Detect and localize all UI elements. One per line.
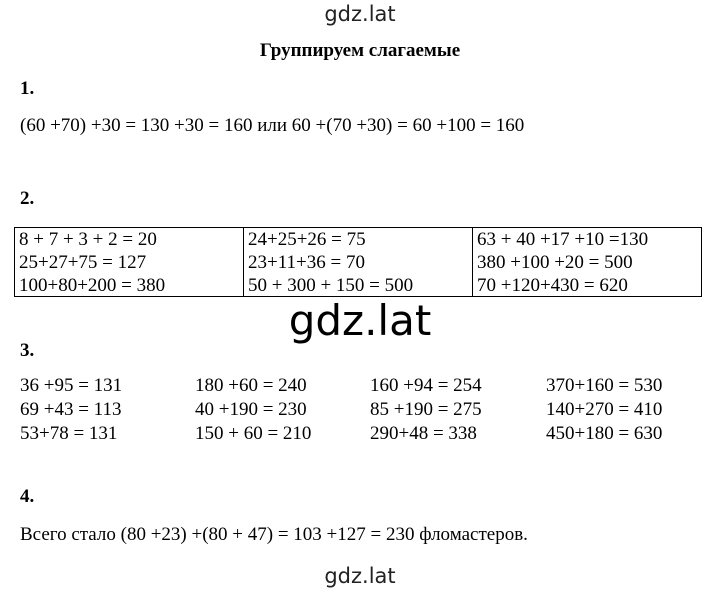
- task-3-equation: 85 +190 = 275: [370, 399, 482, 420]
- task-3-equation: 450+180 = 630: [546, 423, 663, 444]
- task-2-equation: 8 + 7 + 3 + 2 = 20: [19, 229, 157, 250]
- task-2-equation: 380 +100 +20 = 500: [477, 252, 633, 273]
- task-3-equation: 140+270 = 410: [546, 399, 663, 420]
- task-2-equation: 23+11+36 = 70: [248, 252, 365, 273]
- task-3-equation: 36 +95 = 131: [20, 375, 123, 396]
- task-2-equation: 70 +120+430 = 620: [477, 275, 628, 296]
- task-2-column: [243, 228, 472, 296]
- task-3-equation: 40 +190 = 230: [195, 399, 307, 420]
- task-2-number: 2.: [20, 188, 35, 209]
- task-3-equation: 69 +43 = 113: [20, 399, 122, 420]
- task-3-row: [20, 422, 710, 446]
- task-2-equation: 100+80+200 = 380: [19, 275, 166, 296]
- task-1-number: 1.: [20, 78, 35, 99]
- task-3-equation: 180 +60 = 240: [195, 375, 307, 396]
- task-3-equation: 160 +94 = 254: [370, 375, 482, 396]
- task-2-equation: 63 + 40 +17 +10 =130: [477, 229, 649, 250]
- task-3-row: [20, 374, 710, 398]
- task-2-column: [472, 228, 701, 296]
- task-4-number: 4.: [20, 486, 35, 507]
- task-2-table: [14, 227, 702, 297]
- task-2-equation: 25+27+75 = 127: [19, 252, 147, 273]
- task-4-solution: Всего стало (80 +23) +(80 + 47) = 103 +127 = 230 фломастеров.: [20, 524, 528, 545]
- watermark-bottom: gdz.lat: [324, 564, 396, 588]
- task-3-equation: 150 + 60 = 210: [195, 423, 312, 444]
- task-3-grid: [20, 374, 710, 446]
- task-2-column: [15, 228, 243, 296]
- task-3-equation: 370+160 = 530: [546, 375, 663, 396]
- watermark-center: gdz.lat: [288, 296, 432, 345]
- task-3-row: [20, 398, 710, 422]
- task-2-equation: 24+25+26 = 75: [248, 229, 366, 250]
- watermark-top: gdz.lat: [324, 2, 396, 26]
- task-1-solution: (60 +70) +30 = 130 +30 = 160 или 60 +(70 +30) = 60 +100 = 160: [20, 115, 525, 136]
- task-3-equation: 290+48 = 338: [370, 423, 477, 444]
- task-3-equation: 53+78 = 131: [20, 423, 118, 444]
- task-3-number: 3.: [20, 340, 35, 361]
- task-2-equation: 50 + 300 + 150 = 500: [248, 275, 414, 296]
- page-title: Группируем слагаемые: [259, 40, 461, 61]
